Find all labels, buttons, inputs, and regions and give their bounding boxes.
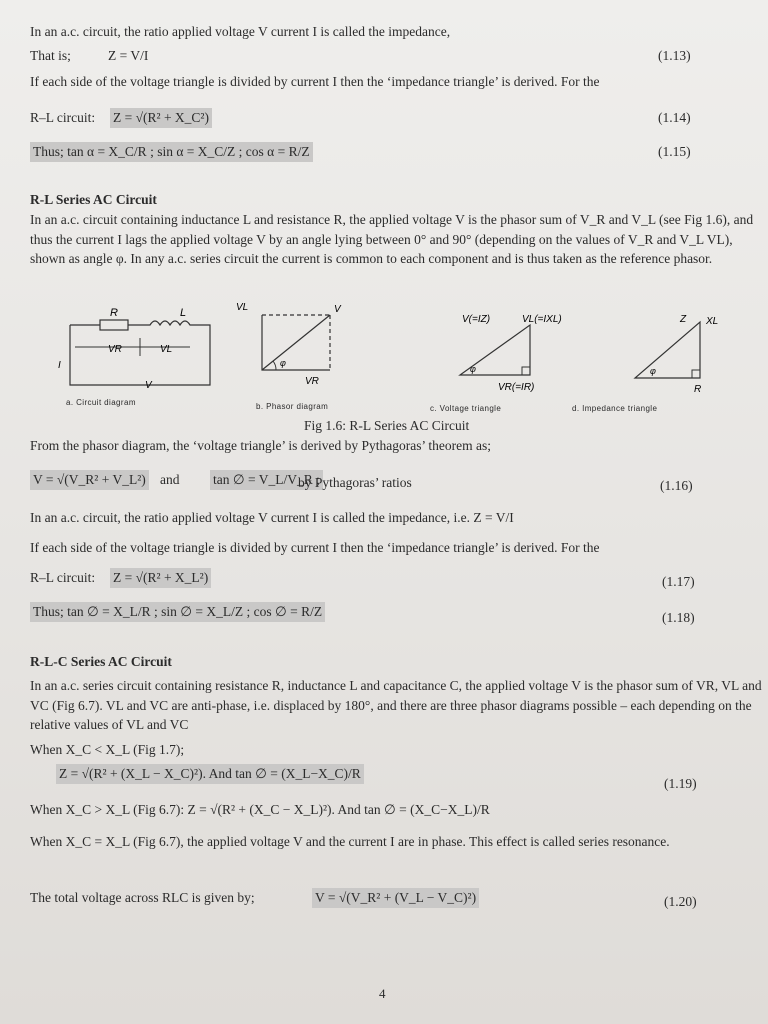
voltage-magnitude-formula: V = √(V_R² + V_L²) xyxy=(30,470,149,490)
v-label: V xyxy=(145,380,152,391)
phasor-vl-label: VL xyxy=(236,302,249,313)
when-xc-less-xl: When X_C < X_L (Fig 1.7); xyxy=(30,742,185,757)
voltage-base-label: VR(=IR) xyxy=(498,382,535,393)
caption-phasor-diagram: b. Phasor diagram xyxy=(256,402,329,411)
rl-circuit-label: R–L circuit: xyxy=(30,110,96,125)
resistor-label: R xyxy=(110,307,118,319)
caption-voltage-triangle: c. Voltage triangle xyxy=(430,404,502,413)
impedance-z-label: Z xyxy=(680,314,687,325)
section-heading-rl: R-L Series AC Circuit xyxy=(30,192,157,207)
current-label: I xyxy=(58,360,61,371)
phasor-v-label: V xyxy=(334,304,341,315)
equation-number: (1.16) xyxy=(660,478,693,493)
when-xc-equal-xl: When X_C = X_L (Fig 6.7), the applied voltage V and the current I are in phase. This effect is called series resonance. xyxy=(30,834,670,849)
rlc-formula-1: Z = √(R² + (X_L − X_C)²). And tan ∅ = (X_L−X_C)/R xyxy=(56,764,364,784)
pythagoras-ratios-text: by Pythagoras’ ratios xyxy=(298,475,412,490)
vr-label: VR xyxy=(108,344,122,355)
total-voltage-label: The total voltage across RLC is given by; xyxy=(30,890,255,905)
phasor-vr-label: VR xyxy=(305,376,319,387)
rl-circuit-formula-2: Z = √(R² + X_L²) xyxy=(110,568,211,588)
phasor-v xyxy=(262,315,330,370)
equation-number: (1.17) xyxy=(662,574,695,589)
section-heading-rlc: R-L-C Series AC Circuit xyxy=(30,654,172,669)
intro-line-1: In an a.c. circuit, the ratio applied voltage V current I is called the impedance, xyxy=(30,24,451,39)
rl-circuit-formula: Z = √(R² + X_C²) xyxy=(110,108,212,128)
rl-section-paragraph: In an a.c. circuit containing inductance L and resistance R, the applied voltage V is the phasor sum of V_R and V_L (see Fig 1.6), and thus the current I lags the applied voltage V by an angle lying between 0° and 90° (depending on the values of V_R and V_L VL), shown as angle φ. In any a.c. series circuit the current is common to each component and is thus taken as the reference phasor. xyxy=(30,212,754,266)
rl-circuit-label-2: R–L circuit: xyxy=(30,570,96,585)
impedance-definition: In an a.c. circuit, the ratio applied voltage V current I is called the impedance, i.e. Z = V/I xyxy=(30,510,514,525)
voltage-phi-label: φ xyxy=(470,364,476,374)
vl-label: VL xyxy=(160,344,173,355)
trig-ratios-formula-2: Thus; tan ∅ = X_L/R ; sin ∅ = X_L/Z ; cos ∅ = R/Z xyxy=(30,602,325,622)
impedance-phi-label: φ xyxy=(650,366,656,376)
and-word: and xyxy=(160,472,180,487)
figure-rl-series xyxy=(30,300,750,415)
equation-number: (1.18) xyxy=(662,610,695,625)
impedance-triangle xyxy=(635,322,700,378)
equation-number: (1.14) xyxy=(658,110,691,125)
voltage-side-label: VL(=IXL) xyxy=(522,314,562,325)
impedance-triangle-line: If each side of the voltage triangle is divided by current I then the ‘impedance triangle’ is derived. For the xyxy=(30,540,600,555)
impedance-formula: Z = V/I xyxy=(108,48,149,63)
page-number: 4 xyxy=(379,986,386,1001)
that-is-label: That is; xyxy=(30,48,71,63)
intro-line-2: If each side of the voltage triangle is divided by current I then the ‘impedance triangle’ is derived. For the xyxy=(30,74,600,89)
inductor-label: L xyxy=(180,307,187,319)
tan-phi-formula: tan ∅ = V_L/V_R ; xyxy=(210,470,323,490)
equation-number: (1.20) xyxy=(664,894,697,909)
rlc-section-paragraph: In an a.c. series circuit containing resistance R, inductance L and capacitance C, the applied voltage V is the phasor sum of VR, VL and VC (Fig 6.7). VL and VC are anti-phase, i.e. displaced by 180°, and there are three phasor diagrams possible – each depending on the relative values of VL and VC xyxy=(30,678,762,732)
equation-number: (1.13) xyxy=(658,48,691,63)
voltage-hyp-label: V(=IZ) xyxy=(462,314,491,325)
trig-ratios-formula: Thus; tan α = X_C/R ; sin α = X_C/Z ; cos α = R/Z xyxy=(30,142,313,162)
resistor-symbol xyxy=(100,320,128,330)
total-voltage-formula: V = √(V_R² + (V_L − V_C)²) xyxy=(312,888,479,908)
caption-circuit-diagram: a. Circuit diagram xyxy=(66,398,136,407)
impedance-r-label: R xyxy=(694,384,702,395)
caption-impedance-triangle: d. Impedance triangle xyxy=(572,404,658,413)
figure-title: Fig 1.6: R-L Series AC Circuit xyxy=(304,418,470,433)
phasor-phi-label: φ xyxy=(280,358,286,368)
equation-number: (1.15) xyxy=(658,144,691,159)
equation-number: (1.19) xyxy=(664,776,697,791)
impedance-xl-label: XL xyxy=(706,316,719,327)
pythagoras-intro: From the phasor diagram, the ‘voltage triangle’ is derived by Pythagoras’ theorem as; xyxy=(30,438,491,453)
when-xc-greater-xl: When X_C > X_L (Fig 6.7): Z = √(R² + (X_C − X_L)²). And tan ∅ = (X_C−X_L)/R xyxy=(30,802,490,817)
